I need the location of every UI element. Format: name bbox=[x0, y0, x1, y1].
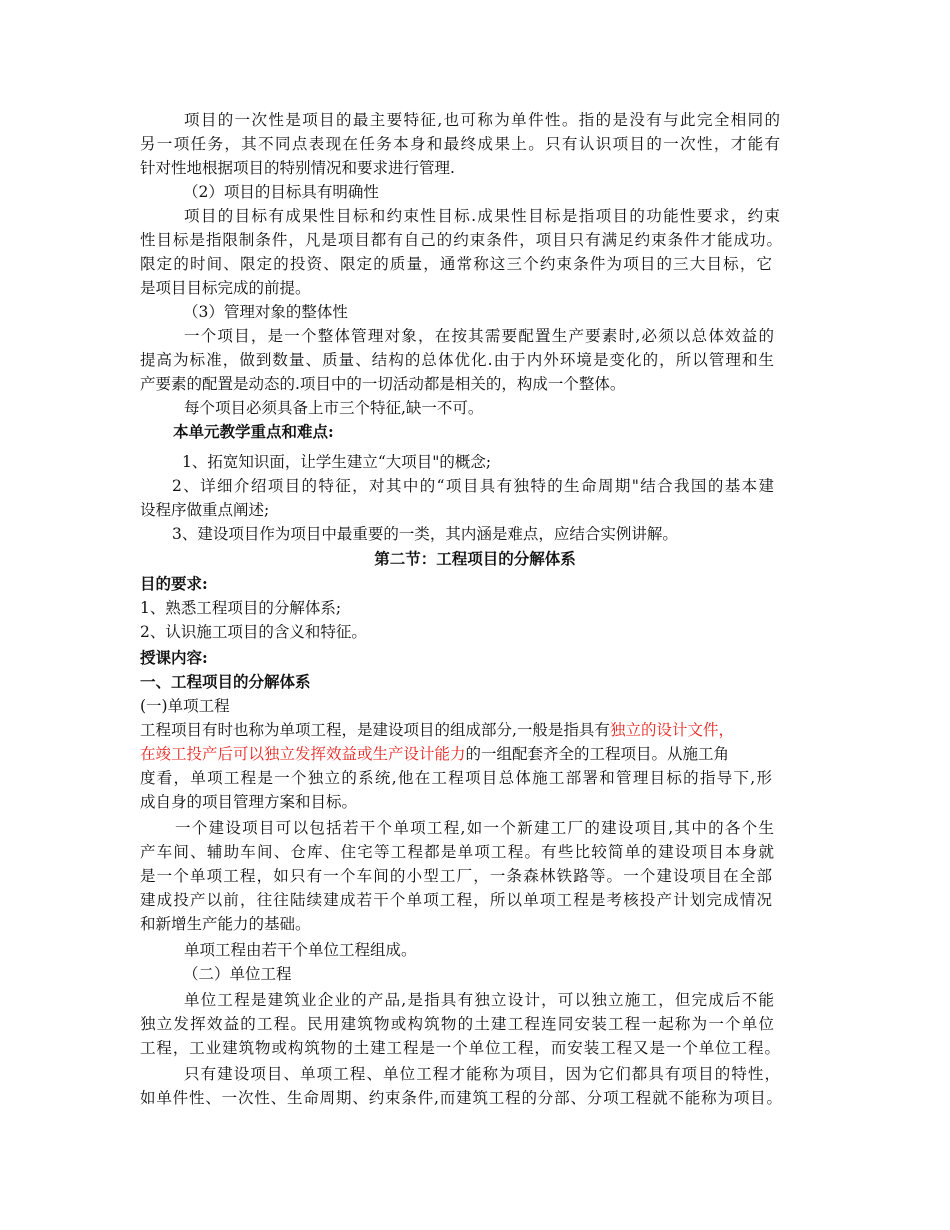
paragraph-line: 性目标是指限制条件，凡是项目都有自己的约束条件，项目只有满足约束条件才能成功。 bbox=[140, 231, 782, 249]
paragraph-line: 单项工程由若干个单位工程组成。 bbox=[184, 941, 417, 959]
list-item: 1、熟悉工程项目的分解体系; bbox=[140, 599, 342, 617]
paragraph-line: 度看，单项工程是一个独立的系统,他在工程项目总体施工部署和管理目标的指导下,形 bbox=[140, 769, 772, 787]
paragraph-line: 另一项任务，其不同点表现在任务本身和最终成果上。只有认识项目的一次性，才能有 bbox=[140, 135, 780, 153]
paragraph-line: 针对性地根据项目的特别情况和要求进行管理. bbox=[140, 159, 455, 177]
subsection-heading: (一)单项工程 bbox=[140, 697, 230, 715]
list-item: 3、建设项目作为项目中最重要的一类，其内涵是难点，应结合实例讲解。 bbox=[172, 525, 678, 543]
highlighted-text: 在竣工投产后可以独立发挥效益或生产设计能力 bbox=[140, 745, 466, 763]
paragraph-line bbox=[140, 742, 729, 766]
paragraph-line: 限定的时间、限定的投资、限定的质量，通常称这三个约束条件为项目的三大目标，它 bbox=[140, 255, 772, 273]
text-run: 的一组配套齐全的工程项目。从施工角 bbox=[465, 745, 730, 763]
paragraph-line: 和新增生产能力的基础。 bbox=[140, 915, 311, 933]
paragraph-line: 单位工程是建筑业企业的产品,是指具有独立设计，可以独立施工，但完成后不能 bbox=[184, 991, 774, 1009]
paragraph-line: 独立发挥效益的工程。民用建筑物或构筑物的土建工程连同安装工程一起称为一个单位 bbox=[140, 1015, 774, 1033]
paragraph-line: 一个项目，是一个整体管理对象，在按其需要配置生产要素时,必须以总体效益的 bbox=[184, 327, 774, 345]
paragraph-line: 一个建设项目可以包括若干个单项工程,如一个新建工厂的建设项目,其中的各个生 bbox=[175, 819, 774, 837]
highlighted-text: 独立的设计文件， bbox=[609, 721, 734, 739]
paragraph-line: 成自身的项目管理方案和目标。 bbox=[140, 793, 358, 811]
list-item: 1、拓宽知识面，让学生建立“大项目"的概念; bbox=[182, 453, 492, 471]
section-heading: 本单元教学重点和难点: bbox=[173, 422, 334, 441]
paragraph-line: 项目的一次性是项目的最主要特征,也可称为单件性。指的是没有与此完全相同的 bbox=[184, 111, 780, 129]
paragraph-line: 如单件性、一次性、生命周期、约束条件,而建筑工程的分部、分项工程就不能称为项目。 bbox=[140, 1089, 782, 1107]
paragraph-line: 项目的目标有成果性目标和约束性目标.成果性目标是指项目的功能性要求，约束 bbox=[184, 207, 780, 225]
paragraph-line: 产要素的配置是动态的.项目中的一切活动都是相关的，构成一个整体。 bbox=[140, 375, 626, 393]
paragraph-line: 只有建设项目、单项工程、单位工程才能称为项目，因为它们都具有项目的特性， bbox=[184, 1065, 780, 1083]
paragraph-line: 工程，工业建筑物或构筑物的土建工程是一个单位工程，而安装工程又是一个单位工程。 bbox=[140, 1039, 780, 1057]
paragraph-line: 提高为标准，做到数量、质量、结构的总体优化.由于内外环境是变化的，所以管理和生 bbox=[140, 351, 774, 369]
paragraph-line: 建成投产以前，往往陆续建成若干个单项工程，所以单项工程是考核投产计划完成情况 bbox=[140, 891, 772, 909]
paragraph-line bbox=[140, 718, 734, 742]
list-item: 2、详细介绍项目的特征，对其中的“项目具有独特的生命周期"结合我国的基本建 bbox=[172, 477, 774, 495]
paragraph-line: 是项目目标完成的前提。 bbox=[140, 279, 311, 297]
section-heading: （3）管理对象的整体性 bbox=[183, 303, 348, 321]
text-run: 工程项目有时也称为单项工程，是建设项目的组成部分,一般是指具有 bbox=[140, 721, 610, 739]
paragraph-line: 是一个单项工程，如只有一个车间的小型工厂，一条森林铁路等。一个建设项目在全部 bbox=[140, 867, 772, 885]
paragraph-line: 每个项目必须具备上市三个特征,缺一不可。 bbox=[184, 399, 484, 417]
list-item: 2、认识施工项目的含义和特征。 bbox=[140, 623, 367, 641]
section-title: 第二节：工程项目的分解体系 bbox=[374, 549, 576, 568]
section-heading: 一、工程项目的分解体系 bbox=[140, 672, 311, 691]
subsection-heading: （二）单位工程 bbox=[183, 965, 292, 983]
section-heading: （2）项目的目标具有明确性 bbox=[183, 183, 379, 201]
section-heading: 目的要求: bbox=[140, 574, 208, 593]
section-heading: 授课内容: bbox=[140, 648, 208, 667]
list-item: 设程序做重点阐述; bbox=[140, 501, 270, 519]
paragraph-line: 产车间、辅助车间、仓库、住宅等工程都是单项工程。有些比较简单的建设项目本身就 bbox=[140, 843, 774, 861]
